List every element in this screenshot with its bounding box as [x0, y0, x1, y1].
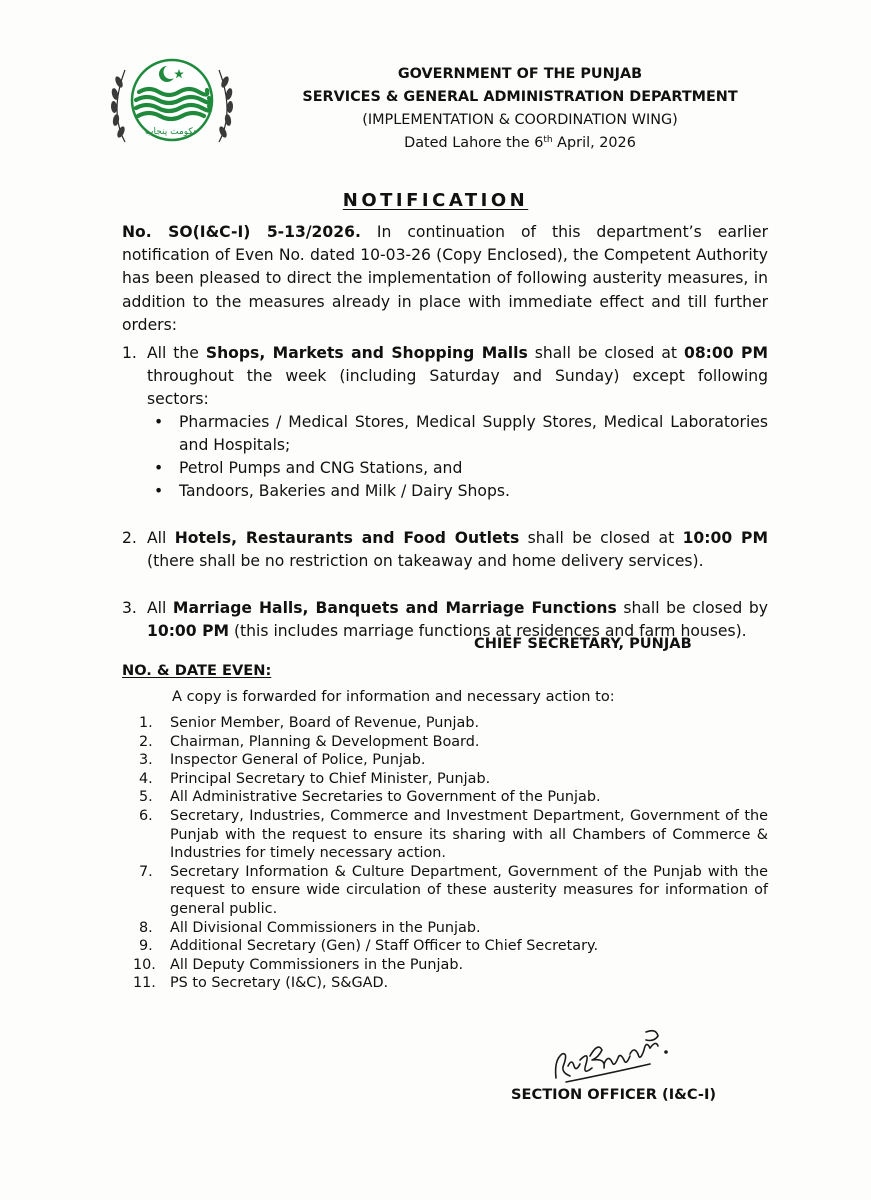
list-item: 5. All Administrative Secretaries to Government of the Punjab. [139, 789, 601, 806]
measure-item: 2. All Hotels, Restaurants and Food Outlets shall be closed at 10:00 PM (there shall be no restriction on takeaway and home delivery services). [122, 529, 768, 570]
exception-item: • Tandoors, Bakeries and Milk / Dairy Shops. [147, 480, 768, 503]
bullet-icon: • [154, 413, 164, 431]
intro-paragraph [122, 221, 768, 337]
list-item: 2. Chairman, Planning & Development Board. [139, 733, 480, 750]
list-item: 10. All Deputy Commissioners in the Punjab. [133, 956, 464, 973]
wing-title: (IMPLEMENTATION & COORDINATION WING) [362, 112, 678, 128]
list-item: 3. Inspector General of Police, Punjab. [139, 752, 426, 769]
list-item: 4. Principal Secretary to Chief Minister, Punjab. [139, 770, 491, 787]
list-item: 9. Additional Secretary (Gen) / Staff Officer to Chief Secretary. [139, 938, 599, 955]
list-item: 6. Secretary, Industries, Commerce and Investment Department, Government of the Punjab with the request to ensure its sharing with all Chambers of Commerce & Industries for timely necessary action. [139, 807, 768, 862]
austerity-measures-list [122, 342, 768, 667]
emblem-text: حکومت پنجاب [145, 127, 199, 137]
exception-list [147, 411, 768, 503]
bullet-icon: • [154, 482, 164, 500]
list-item: 7. Secretary Information & Culture Department, Government of the Punjab with the request to ensure wide circulation of these austerity measures for information of general public. [139, 863, 768, 917]
exception-item: • Petrol Pumps and CNG Stations, and [147, 457, 768, 480]
intro-text: In continuation of this department’s earlier notification of Even No. dated 10-03-26 (Copy Enclosed), the Competent Authority has been pleased to direct the implementation of following austerity measures, in addition to the measures already in place with immediate effect and till further orders: [122, 223, 768, 334]
government-title: GOVERNMENT OF THE PUNJAB [397, 66, 643, 82]
letterhead [250, 63, 790, 155]
measure-item: 3. All Marriage Halls, Banquets and Marriage Functions shall be closed by 10:00 PM (this includes marriage functions at residences and farm houses). [122, 599, 768, 640]
notification-reference: No. SO(I&C-I) 5-13/2026. [122, 223, 361, 241]
bullet-icon: • [154, 459, 164, 477]
copy-distribution-list [122, 714, 768, 993]
no-date-even-heading: NO. & DATE EVEN: [122, 662, 272, 679]
forward-intro-text: A copy is forwarded for information and necessary action to: [172, 688, 615, 705]
measure-item: 1. All the Shops, Markets and Shopping Malls shall be closed at 08:00 PM throughout the week (including Saturday and Sunday) except following sectors: • Pharmacies / Medical Stores, Medical Supply Stores, Medical Laboratories and Hospitals; • Petrol Pumps and CNG Stations, and • Tandoors, Bakeries and Milk / Dairy Shops. [122, 342, 768, 503]
list-item: 11. PS to Secretary (I&C), S&GAD. [133, 975, 389, 992]
exception-item: • Pharmacies / Medical Stores, Medical Supply Stores, Medical Laboratories and Hospitals; [154, 413, 768, 454]
chief-secretary-signatory: CHIEF SECRETARY, PUNJAB [474, 635, 692, 652]
list-item: 1. Senior Member, Board of Revenue, Punjab. [139, 715, 480, 731]
notification-heading: NOTIFICATION [342, 190, 529, 211]
section-officer-signatory: SECTION OFFICER (I&C-I) [511, 1086, 717, 1103]
dated-line: Dated Lahore the 6th April, 2026 [404, 135, 636, 151]
punjab-government-emblem [103, 52, 241, 152]
list-item: 8. All Divisional Commissioners in the Punjab. [139, 919, 481, 936]
department-title: SERVICES & GENERAL ADMINISTRATION DEPARTMENT [302, 89, 738, 105]
